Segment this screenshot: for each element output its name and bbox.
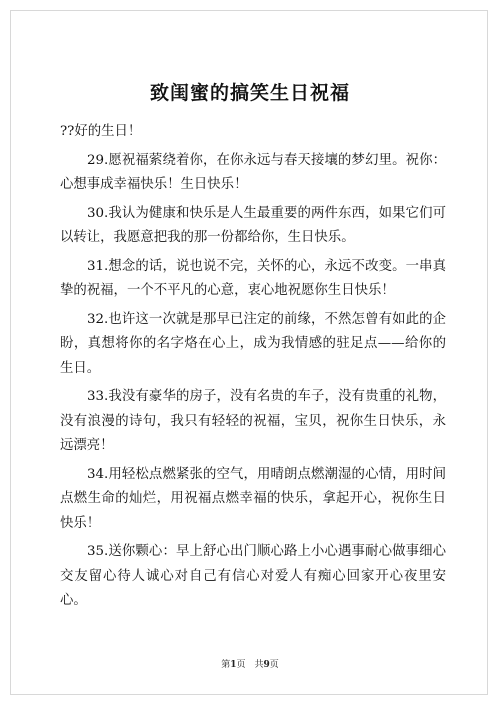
- paragraph-30: 30.我认为健康和快乐是人生最重要的两件东西，如果它们可以转让，我愿意把我的那一份都给你，生日快乐。: [60, 205, 446, 245]
- footer-suffix: 页: [269, 660, 279, 670]
- paragraph-32: 32.也许这一次就是那早已注定的前缘，不然怎曾有如此的企盼，真想将你的名字烙在心上，成为我情感的驻足点——给你的生日。: [60, 311, 446, 376]
- footer-total-pages: 9: [263, 660, 270, 670]
- paragraph-29: 29.愿祝福萦绕着你，在你永远与春天接壤的梦幻里。祝你：心想事成幸福快乐！生日快乐！: [60, 152, 446, 192]
- footer-mid: 页 共: [236, 660, 264, 670]
- document-body: [60, 120, 446, 618]
- page-footer: [0, 657, 500, 670]
- footer-page-number: 1: [230, 660, 237, 670]
- footer-prefix: 第: [221, 660, 231, 670]
- greeting-line: ??好的生日！: [60, 124, 142, 139]
- paragraph-33: 33.我没有豪华的房子，没有名贵的车子，没有贵重的礼物，没有浪漫的诗句，我只有轻轻的祝福，宝贝，祝你生日快乐，永远漂亮！: [60, 389, 446, 453]
- document-title: 致闺蜜的搞笑生日祝福: [149, 82, 350, 104]
- paragraph-35: 35.送你颗心：早上舒心出门顺心路上小心遇事耐心做事细心交友留心待人诚心对自己有信心对爱人有痴心回家开心夜里安心。: [60, 544, 446, 608]
- paragraph-31: 31.想念的话，说也说不完，关怀的心，永远不改变。一串真挚的祝福，一个不平凡的心意，衷心地祝愿你生日快乐！: [60, 258, 446, 298]
- paragraph-34: 34.用轻松点燃紧张的空气，用晴朗点燃潮湿的心情，用时间点燃生命的灿烂，用祝福点燃幸福的快乐，拿起开心，祝你生日快乐！: [60, 466, 446, 531]
